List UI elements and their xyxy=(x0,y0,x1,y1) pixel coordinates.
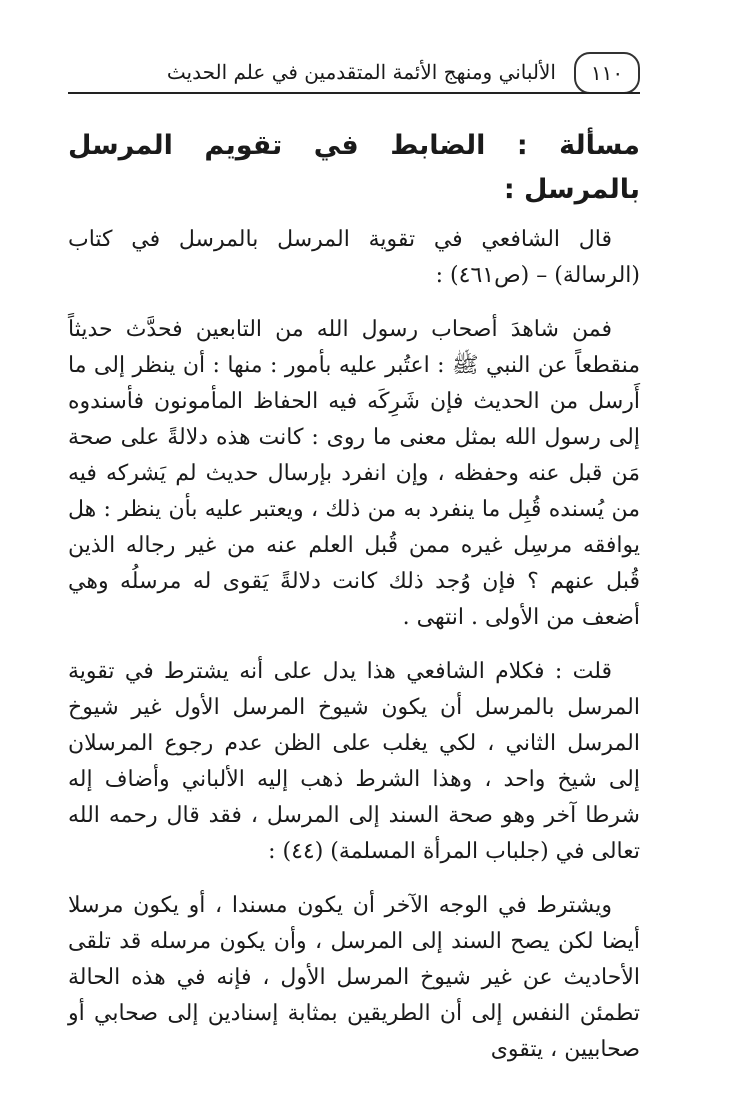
page-body xyxy=(68,112,640,1068)
paragraph-intro: قال الشافعي في تقوية المرسل بالمرسل في كتاب (الرسالة) – (ص٤٦١) : xyxy=(68,227,640,288)
paragraph-shafii-quote: فمن شاهدَ أصحاب رسول الله من التابعين فحدَّث حديثاً منقطعاً عن النبي ﷺ : اعتُبر عليه بأمور : منها : أن ينظر إلى ما أَرسل من الحديث فإن شَرِكَه فيه الحفاظ المأمونون فأسندوه إلى رسول الله بمثل معنى ما روى : كانت هذه دلالةً على صحة مَن قبل عنه وحفظه ، وإن انفرد بإرسال حديث لم يَشركه فيه من يُسنده قُبِل ما ينفرد به من ذلك ، ويعتبر عليه بأن ينظر : هل يوافقه مرسِل غيره ممن قُبل العلم عنه من غير رجاله الذين قُبل عنهم ؟ فإن وُجد ذلك كانت دلالةً يَقوى له مرسلُه وهي أضعف من الأولى . انتهى . xyxy=(68,317,640,630)
running-title: الألباني ومنهج الأئمة المتقدمين في علم الحديث xyxy=(166,60,556,84)
paragraph-comment: قلت : فكلام الشافعي هذا يدل على أنه يشترط في تقوية المرسل بالمرسل أن يكون شيوخ المرسل الأول غير شيوخ المرسل الثاني ، لكي يغلب على الظن عدم رجوع المرسلان إلى شيخ واحد ، وهذا الشرط ذهب إليه الألباني وأضاف إله شرطا آخر وهو صحة السند إلى المرسل ، فقد قال رحمه الله تعالى في (جلباب المرأة المسلمة) (٤٤) : xyxy=(68,659,640,864)
paragraph-albani-quote: ويشترط في الوجه الآخر أن يكون مسندا ، أو يكون مرسلا أيضا لكن يصح السند إلى المرسل ، وأن يكون مرسله قد تلقى الأحاديث عن غير شيوخ المرسل الأول ، فإنه في هذه الحالة تطمئن النفس إلى أن الطريقين بمثابة إسنادين إلى صحابي أو صحابيين ، يتقوى xyxy=(68,893,640,1062)
page-number: ١١٠ xyxy=(574,52,640,94)
header-rule xyxy=(68,92,640,94)
page-header xyxy=(68,52,640,98)
section-title: مسألة : الضابط في تقويم المرسل بالمرسل : xyxy=(68,130,640,205)
